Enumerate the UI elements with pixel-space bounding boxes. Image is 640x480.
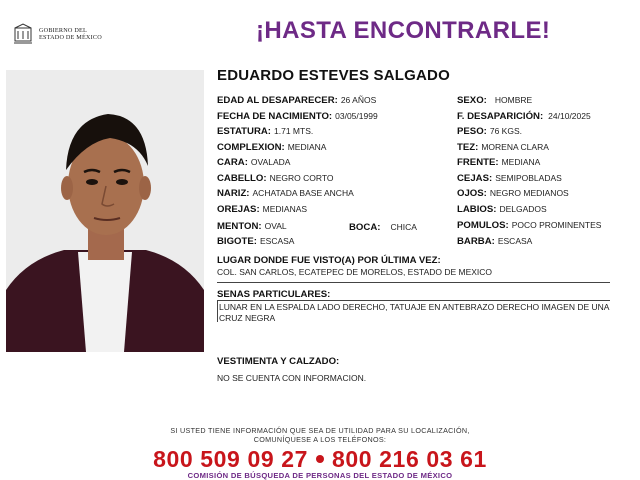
field-value: 24/10/2025 [548, 111, 591, 121]
field-pomulos [457, 220, 601, 231]
field-desaparicion [457, 111, 591, 122]
divider [217, 282, 610, 283]
field-value: OVAL [264, 221, 287, 231]
field-nariz [217, 188, 354, 199]
field-value: ACHATADA BASE ANCHA [252, 188, 354, 198]
state-emblem-icon [12, 22, 36, 46]
field-complexion [217, 142, 326, 153]
field-label: BIGOTE: [217, 236, 257, 247]
senas-title: SENAS PARTICULARES: [217, 289, 331, 300]
logo-text [39, 27, 102, 41]
field-label: OJOS: [457, 188, 487, 199]
field-frente [457, 157, 540, 168]
field-bigote [217, 236, 294, 247]
field-value: DELGADOS [499, 204, 547, 214]
bullet-dot-icon [316, 455, 324, 463]
field-label: COMPLEXION: [217, 142, 285, 153]
field-boca [349, 222, 417, 233]
logo-line-2: ESTADO DE MÉXICO [39, 34, 102, 41]
senas-divider [217, 300, 218, 322]
field-value: ESCASA [259, 236, 295, 246]
field-value: 03/05/1999 [335, 111, 378, 121]
field-labios [457, 204, 547, 215]
field-label: NARIZ: [217, 188, 250, 199]
lugar-text: COL. SAN CARLOS, ECATEPEC DE MORELOS, ESTADO DE MEXICO [217, 267, 493, 277]
field-menton [217, 221, 287, 232]
field-peso [457, 126, 522, 137]
field-label: PESO: [457, 126, 487, 137]
field-label: FECHA DE NACIMIENTO: [217, 111, 333, 122]
field-label: OREJAS: [217, 204, 260, 215]
vestimenta-text: NO SE CUENTA CON INFORMACION. [217, 373, 367, 383]
phone-2: 800 216 03 61 [332, 446, 487, 472]
phone-1: 800 509 09 27 [153, 446, 308, 472]
field-value: NEGRO CORTO [269, 173, 334, 183]
field-cabello [217, 173, 333, 184]
field-value: 26 AÑOS [340, 95, 377, 105]
person-name: EDUARDO ESTEVES SALGADO [217, 67, 450, 84]
comision-name: COMISIÓN DE BÚSQUEDA DE PERSONAS DEL ESTADO DE MÉXICO [187, 471, 453, 480]
field-value: HOMBRE [494, 95, 533, 105]
footer-note-2: COMUNÍQUESE A LOS TELÉFONOS: [253, 435, 387, 444]
field-tez [457, 142, 549, 153]
field-value: ESCASA [497, 236, 533, 246]
person-photo [6, 70, 204, 352]
field-sexo [457, 95, 532, 106]
field-label: EDAD AL DESAPARECER: [217, 95, 338, 106]
field-label: CEJAS: [457, 173, 493, 184]
field-value: OVALADA [250, 157, 291, 167]
portrait-image [6, 70, 204, 352]
field-nacimiento [217, 111, 378, 122]
field-value: CHICA [390, 222, 417, 232]
field-value: POCO PROMINENTES [511, 220, 602, 230]
footer-note-1: SI USTED TIENE INFORMACIÓN QUE SEA DE UTILIDAD PARA SU LOCALIZACIÓN, [170, 426, 470, 435]
field-value: NEGRO MEDIANOS [489, 188, 569, 198]
field-barba [457, 236, 532, 247]
field-label: TEZ: [457, 142, 479, 153]
field-cejas [457, 173, 562, 184]
lugar-title: LUGAR DONDE FUE VISTO(A) POR ÚLTIMA VEZ: [217, 255, 441, 266]
field-value: MEDIANA [501, 157, 541, 167]
government-logo [12, 22, 122, 46]
field-label: POMULOS: [457, 220, 509, 231]
field-label: SEXO: [457, 95, 487, 106]
headline: ¡HASTA ENCONTRARLE! [256, 17, 551, 44]
field-orejas [217, 204, 307, 215]
field-label: CABELLO: [217, 173, 267, 184]
phone-numbers [0, 446, 640, 473]
field-value: SEMIPOBLADAS [495, 173, 562, 183]
logo-line-1: GOBIERNO DEL [39, 27, 87, 34]
field-value: 1.71 MTS. [274, 126, 314, 136]
field-value: 76 KGS. [489, 126, 522, 136]
field-value: MEDIANA [287, 142, 327, 152]
field-edad [217, 95, 376, 106]
field-ojos [457, 188, 569, 199]
senas-text: LUNAR EN LA ESPALDA LADO DERECHO, TATUAJE EN ANTEBRAZO DERECHO IMAGEN DE UNA CRUZ NEGRA [219, 302, 609, 323]
field-label: CARA: [217, 157, 248, 168]
field-label: BOCA: [349, 222, 381, 233]
field-cara [217, 157, 290, 168]
field-label: F. DESAPARICIÓN: [457, 111, 544, 122]
divider [217, 300, 610, 301]
field-value: MEDIANAS [262, 204, 308, 214]
field-label: LABIOS: [457, 204, 497, 215]
field-label: ESTATURA: [217, 126, 272, 137]
field-estatura [217, 126, 313, 137]
vestimenta-title: VESTIMENTA Y CALZADO: [217, 356, 340, 367]
field-value: MORENA CLARA [481, 142, 549, 152]
field-label: BARBA: [457, 236, 495, 247]
field-label: MENTON: [217, 221, 262, 232]
field-label: FRENTE: [457, 157, 499, 168]
